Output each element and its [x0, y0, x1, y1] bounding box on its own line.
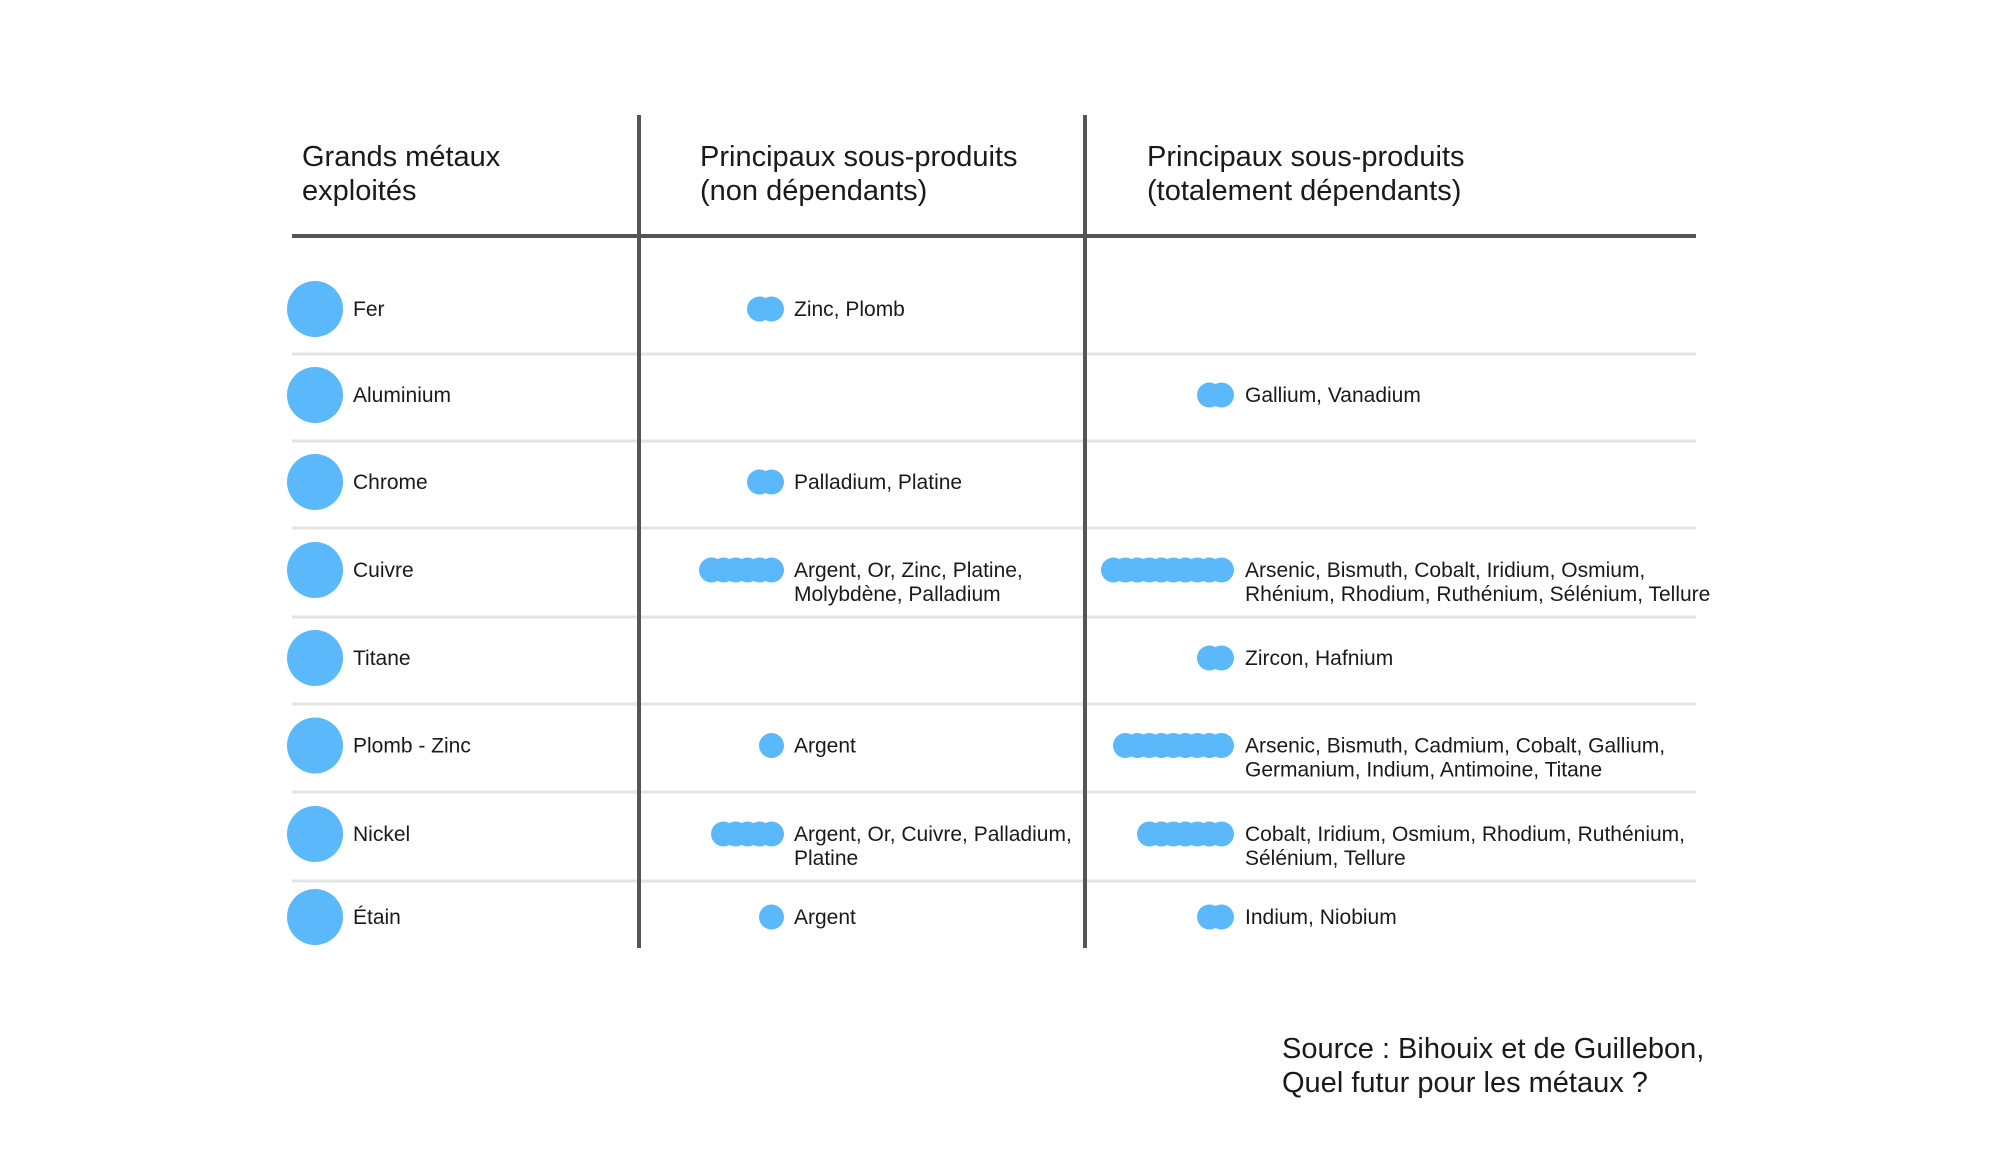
non-dependent-byproducts-label	[794, 906, 856, 929]
dependent-byproducts-label	[1245, 559, 1710, 606]
non-dependent-byproduct-dot	[747, 470, 772, 495]
dependent-byproduct-dot	[1197, 383, 1222, 408]
column-header-line: Principaux sous-produits	[700, 141, 1018, 173]
source-note	[1282, 1032, 1704, 1100]
metal-label-line: Cuivre	[353, 559, 414, 582]
dependent-byproducts-label-line: Germanium, Indium, Antimoine, Titane	[1245, 758, 1603, 782]
non-dependent-byproducts-label-line: Argent, Or, Cuivre, Palladium,	[794, 823, 1072, 846]
metal-label-line: Nickel	[353, 823, 411, 846]
metal-label	[353, 559, 414, 582]
dependent-byproduct-dot	[1113, 733, 1138, 758]
metal-label-line: Titane	[353, 647, 411, 670]
metal-label	[353, 298, 385, 321]
column-header-line: Grands métaux	[302, 141, 501, 173]
dependent-byproducts-label-line: Rhénium, Rhodium, Ruthénium, Sélénium, Tellure	[1245, 583, 1711, 606]
source-line: Source : Bihouix et de Guillebon,	[1282, 1033, 1705, 1065]
column-header-line: exploités	[302, 175, 417, 207]
dependent-byproducts-label	[1245, 384, 1421, 407]
non-dependent-byproducts-label	[794, 471, 962, 494]
non-dependent-byproducts-label-line: Zinc, Plomb	[794, 298, 905, 321]
dependent-byproduct-dot	[1197, 905, 1222, 930]
dependent-byproducts-label	[1245, 647, 1393, 670]
metal-label	[353, 735, 471, 758]
metal-dot	[287, 281, 343, 337]
metal-label-line: Fer	[353, 298, 385, 321]
dependent-byproducts-label-line: Indium, Niobium	[1245, 906, 1397, 929]
column-header-line: Principaux sous-produits	[1147, 141, 1465, 173]
dependent-byproducts-label-line: Arsenic, Bismuth, Cobalt, Iridium, Osmium,	[1245, 559, 1646, 582]
non-dependent-byproducts-label-line: Argent	[794, 734, 856, 758]
metal-dot	[287, 542, 343, 598]
dependent-byproducts-label-line: Gallium, Vanadium	[1245, 384, 1421, 407]
non-dependent-byproducts-label	[794, 559, 1023, 606]
non-dependent-byproduct-dot	[699, 558, 724, 583]
non-dependent-byproducts-label-line: Palladium, Platine	[794, 471, 963, 494]
non-dependent-byproducts-label	[794, 298, 905, 321]
metal-label	[353, 906, 401, 929]
non-dependent-byproducts-label-line: Argent	[794, 906, 856, 929]
metal-label-line: Étain	[353, 906, 401, 929]
metal-dot	[287, 806, 343, 862]
column-header-line: (non dépendants)	[700, 175, 928, 207]
dependent-byproducts-label-line: Arsenic, Bismuth, Cadmium, Cobalt, Gallium,	[1245, 734, 1666, 758]
dependent-byproducts-label	[1245, 906, 1397, 929]
metal-label-line: Aluminium	[353, 384, 452, 407]
non-dependent-byproducts-label-line: Molybdène, Palladium	[794, 583, 1001, 606]
metal-dot	[287, 630, 343, 686]
dependent-byproducts-label-line: Sélénium, Tellure	[1245, 847, 1406, 870]
dependent-byproducts-label	[1245, 823, 1685, 870]
dependent-byproduct-dot	[1197, 646, 1222, 671]
non-dependent-byproducts-label	[794, 823, 1072, 870]
metal-label-line: Chrome	[353, 471, 428, 494]
dependent-byproducts-label-line: Cobalt, Iridium, Osmium, Rhodium, Ruthénium,	[1245, 823, 1685, 846]
non-dependent-byproducts-label-line: Argent, Or, Zinc, Platine,	[794, 559, 1023, 582]
dependent-byproduct-dot	[1101, 558, 1126, 583]
non-dependent-byproduct-dot	[759, 905, 784, 930]
non-dependent-byproduct-dot	[759, 733, 784, 758]
metal-label	[353, 647, 411, 670]
metal-label-line: Plomb - Zinc	[353, 734, 471, 758]
metal-dot	[287, 367, 343, 423]
column-header-line: (totalement dépendants)	[1147, 175, 1462, 207]
metal-label	[353, 384, 451, 407]
metal-dot	[287, 718, 343, 774]
dependent-byproduct-dot	[1137, 822, 1162, 847]
non-dependent-byproduct-dot	[747, 297, 772, 322]
non-dependent-byproducts-label-line: Platine	[794, 847, 859, 870]
non-dependent-byproduct-dot	[711, 822, 736, 847]
non-dependent-byproducts-label	[794, 735, 856, 758]
dependent-byproducts-label	[1245, 735, 1665, 782]
metal-dot	[287, 454, 343, 510]
metal-label	[353, 471, 428, 494]
metal-dot	[287, 889, 343, 945]
metal-label	[353, 823, 410, 846]
source-line: Quel futur pour les métaux ?	[1282, 1067, 1648, 1099]
dependent-byproducts-label-line: Zircon, Hafnium	[1245, 647, 1394, 670]
